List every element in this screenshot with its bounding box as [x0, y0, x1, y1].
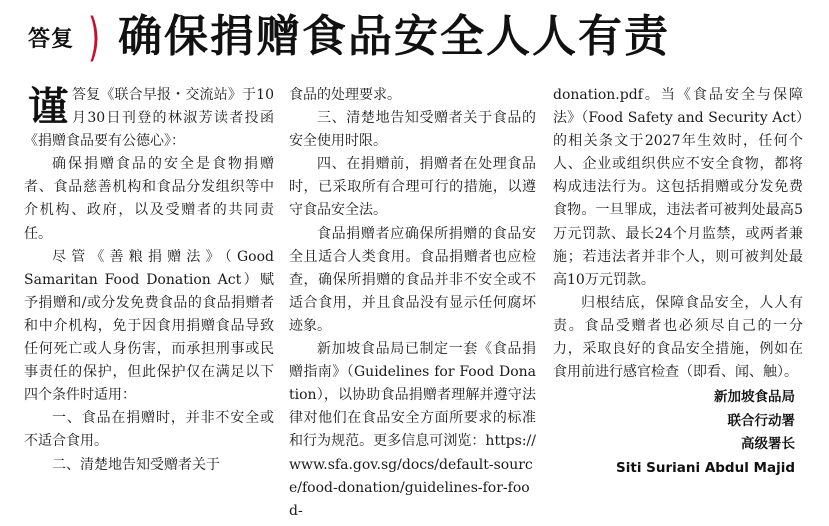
kicker-bracket: ) — [88, 8, 101, 68]
law-paragraph: donation.pdf。当《食品安全与保障法》（Food Safety and Security Act）的相关条文于2027年生效时，任何个人、企业或组织供应不安全食物，都将构成违法行为。这包括捐赠或分发免费食物。一旦罪成，违法者可被判处最高5万元罚款、最长24个月监禁，或两者兼施；若违法者并非个人，则可被判处最高10万元罚款。 — [553, 87, 803, 288]
paragraph: 尽管《善粮捐赠法》（Good Samaritan Food Donation Act）赋予捐赠和/或分发免费食品的食品捐赠者和中介机构，免于因食用捐赠食品导致任何死亡或人身伤害，而承担刑事或民事责任的保护，但此保护仅在满足以下四个条件时适用： — [24, 248, 274, 404]
opening-text: 答复《联合早报・交流站》于10月30日刊登的林淑芳读者投函《捐赠食品要有公德心》： — [24, 87, 274, 150]
closing-paragraph: 归根结底，保障食品安全，人人有责。食品受赠者也必须尽自己的一分力，采取良好的食品安全措施，例如在食用前进行感官检查（即看、闻、触）。 — [553, 294, 803, 381]
paragraph: 食品捐赠者应确保所捐赠的食品安全且适合人类食用。食品捐赠者也应检查，确保所捐赠的食品并非不安全或不适合食用，并且食品没有显示任何腐坏迹象。 — [289, 225, 536, 334]
paragraph: 确保捐赠食品的安全是食物捐赠者、食品慈善机构和食品分发组织等中介机构、政府，以及受赠者的共同责任。 — [24, 156, 274, 242]
condition-3: 三、清楚地告知受赠者关于食品的安全使用时限。 — [289, 110, 536, 150]
headline: 确保捐赠食品安全人人有责 — [118, 11, 670, 62]
signature-name: Siti Suriani Abdul Majid — [616, 459, 795, 476]
opening-paragraph — [24, 84, 274, 153]
article-column-3 — [553, 84, 803, 480]
article-column-1 — [24, 84, 274, 477]
signature-title: 高级署长 — [741, 436, 795, 453]
signature-org: 新加坡食品局 — [714, 389, 795, 406]
condition-2-end: 食品的处理要求。 — [289, 87, 401, 103]
condition-4: 四、在捐赠前，捐赠者在处理食品时，已采取所有合理可行的措施，以遵守食品安全法。 — [289, 156, 536, 219]
condition-1: 一、食品在捐赠时，并非不安全或不适合食用。 — [24, 410, 274, 450]
article-column-2 — [289, 84, 536, 523]
article-header — [0, 0, 829, 78]
guidelines-paragraph: 新加坡食品局已制定一套《食品捐赠指南》（Guidelines for Food Donation），以协助食品捐赠者理解并遵守法律对他们在食品安全方面所要求的标准和行为规范。更多信息可浏览：https://www.sfa.gov.sg/docs/default-source/food-donation/guidelines-for-food- — [289, 341, 536, 519]
drop-cap: 谨 — [28, 84, 68, 130]
signature-dept: 联合行动署 — [727, 412, 795, 429]
kicker-label: 答复 — [28, 27, 75, 52]
signature-block — [553, 386, 803, 480]
condition-2-start: 二、清楚地告知受赠者关于 — [52, 456, 220, 473]
